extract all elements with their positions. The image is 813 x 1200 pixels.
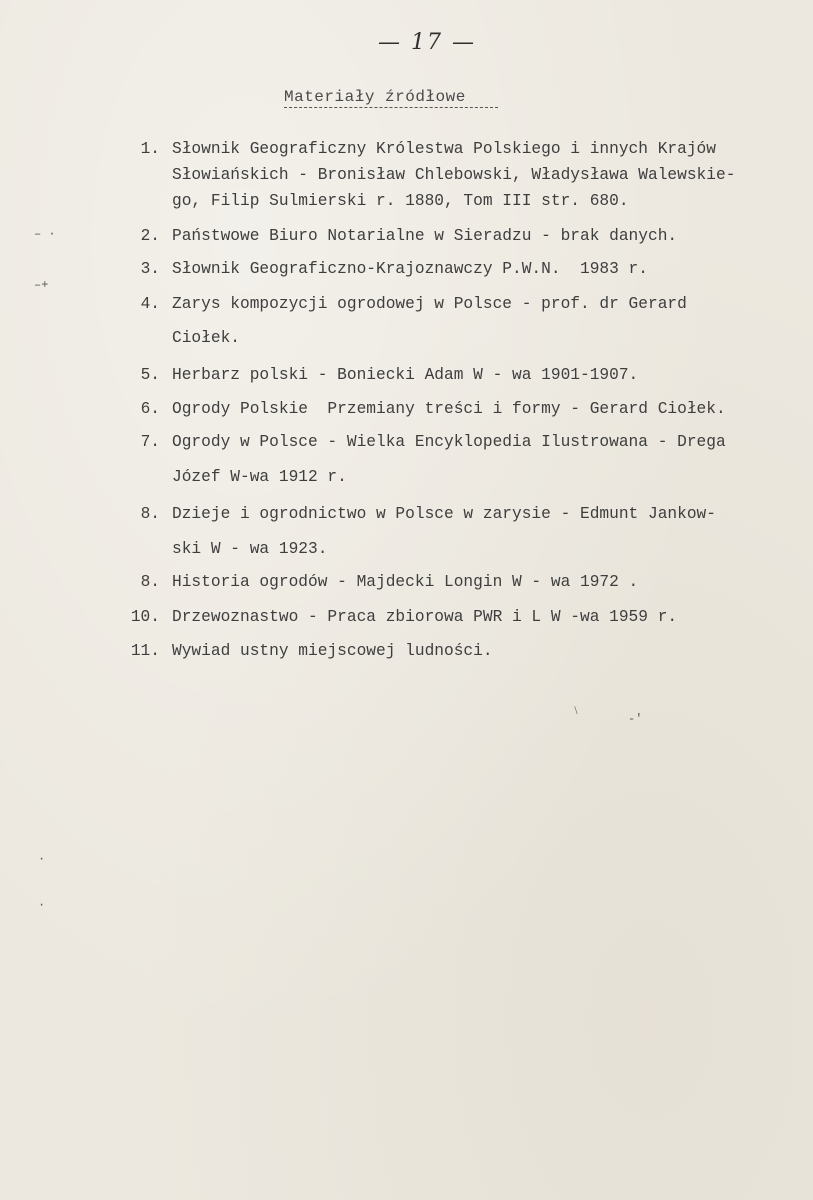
reference-line: go, Filip Sulmierski r. 1880, Tom III str. 680. [172, 192, 629, 210]
reference-number: 5. [140, 366, 160, 384]
reference-number: 8. [140, 505, 160, 523]
reference-line: Państwowe Biuro Notarialne w Sieradzu - brak danych. [172, 227, 678, 245]
reference-number: 6. [140, 400, 160, 418]
page-heading: Materiały źródłowe [284, 88, 466, 106]
reference-line: Ogrody Polskie Przemiany treści i formy - Gerard Ciołek. [172, 400, 726, 418]
reference-number: 8. [140, 573, 160, 591]
reference-line: ski W - wa 1923. [172, 540, 328, 558]
margin-mark: · [38, 898, 46, 912]
reference-line: Ciołek. [172, 329, 240, 347]
margin-mark: · [38, 852, 46, 866]
heading-underline [284, 107, 498, 108]
page-number: — 17 — [378, 30, 476, 55]
reference-number: 4. [140, 295, 160, 313]
reference-line: Józef W-wa 1912 r. [172, 468, 347, 486]
reference-number: 11. [130, 642, 160, 660]
reference-line: Dzieje i ogrodnictwo w Polsce w zarysie - Edmunt Jankow- [172, 505, 716, 523]
reference-number: 2. [140, 227, 160, 245]
reference-line: Drzewoznastwo - Praca zbiorowa PWR i L W -wa 1959 r. [172, 608, 678, 626]
reference-number: 7. [140, 433, 160, 451]
reference-line: Słownik Geograficzno-Krajoznawczy P.W.N. 1983 r. [172, 260, 648, 278]
reference-line: Słowiańskich - Bronisław Chlebowski, Władysława Walewskie- [172, 166, 736, 184]
reference-line: Historia ogrodów - Majdecki Longin W - wa 1972 . [172, 573, 639, 591]
reference-line: Herbarz polski - Boniecki Adam W - wa 1901-1907. [172, 366, 639, 384]
reference-line: Wywiad ustny miejscowej ludności. [172, 642, 493, 660]
reference-line: Ogrody w Polsce - Wielka Encyklopedia Ilustrowana - Drega [172, 433, 726, 451]
margin-mark: –+ [34, 278, 49, 292]
reference-number: 1. [140, 140, 160, 158]
margin-mark: -' [628, 712, 643, 726]
margin-mark: – · [34, 227, 56, 241]
reference-number: 3. [140, 260, 160, 278]
reference-line: Zarys kompozycji ogrodowej w Polsce - prof. dr Gerard [172, 295, 687, 313]
reference-line: Słownik Geograficzny Królestwa Polskiego i innych Krajów [172, 140, 716, 158]
reference-number: 10. [130, 608, 160, 626]
margin-mark: ﹨ [570, 703, 583, 717]
